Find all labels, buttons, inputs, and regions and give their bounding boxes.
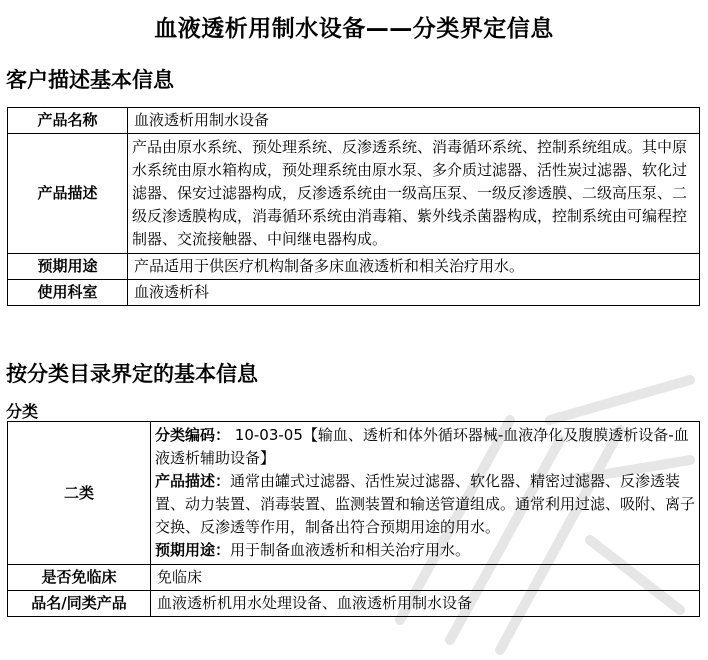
classification-code bbox=[155, 424, 695, 470]
product-desc-value: 产品由原水系统、预处理系统、反渗透系统、消毒循环系统、控制系统组成。其中原水系统由原水箱构成，预处理系统由原水泵、多介质过滤器、活性炭过滤器、软化过滤器、保安过滤器构成，反渗透系统由一级高压泵、一级反渗透膜、二级高压泵、二级反渗透膜构成，消毒循环系统由消毒箱、紫外线杀菌器构成，控制系统由可编程控制器、交流接触器、中间继电器构成。 bbox=[128, 134, 700, 254]
use-value: 用于制备血液透析和相关治疗用水。 bbox=[230, 541, 471, 559]
classification-description bbox=[155, 470, 695, 539]
intended-use-value: 产品适用于供医疗机构制备多床血液透析和相关治疗用水。 bbox=[128, 254, 700, 280]
table-row bbox=[8, 565, 700, 591]
use-label: 预期用途： bbox=[155, 541, 231, 559]
table-row bbox=[8, 591, 700, 617]
desc-value: 通常由罐式过滤器、活性炭过滤器、软化器、精密过滤器、反渗透装置、动力装置、消毒装置、监测装置和输送管道组成。通常利用过滤、吸附、离子交换、反渗透等作用，制备出符合预期用途的用水。 bbox=[155, 472, 696, 536]
table-row bbox=[8, 254, 700, 280]
catalog-info-heading: 按分类目录界定的基本信息 bbox=[6, 362, 258, 386]
table-row bbox=[8, 108, 700, 134]
class-detail bbox=[151, 422, 700, 565]
classification-heading: 分类 bbox=[6, 402, 39, 421]
code-label: 分类编码： bbox=[155, 426, 231, 444]
table-row bbox=[8, 134, 700, 254]
clinical-exemption-value: 免临床 bbox=[151, 565, 700, 591]
table-row bbox=[8, 280, 700, 306]
class-label: 二类 bbox=[8, 422, 151, 565]
clinical-exemption-label: 是否免临床 bbox=[8, 565, 151, 591]
intended-use-label: 预期用途 bbox=[8, 254, 128, 280]
desc-label: 产品描述： bbox=[155, 472, 231, 490]
similar-products-value: 血液透析机用水处理设备、血液透析用制水设备 bbox=[151, 591, 700, 617]
page-title: 血液透析用制水设备——分类界定信息 bbox=[154, 16, 554, 42]
classification-intended-use bbox=[155, 539, 695, 562]
product-desc-label: 产品描述 bbox=[8, 134, 128, 254]
similar-products-label: 品名/同类产品 bbox=[8, 591, 151, 617]
customer-info-heading: 客户描述基本信息 bbox=[6, 68, 174, 92]
product-name-value: 血液透析用制水设备 bbox=[128, 108, 700, 134]
code-value: 10-03-05【输血、透析和体外循环器械-血液净化及腹膜透析设备-血液透析辅助设备】 bbox=[155, 426, 689, 467]
department-value: 血液透析科 bbox=[128, 280, 700, 306]
table-row bbox=[8, 422, 700, 565]
department-label: 使用科室 bbox=[8, 280, 128, 306]
product-name-label: 产品名称 bbox=[8, 108, 128, 134]
catalog-info-table bbox=[7, 421, 700, 617]
customer-info-table bbox=[7, 107, 700, 306]
